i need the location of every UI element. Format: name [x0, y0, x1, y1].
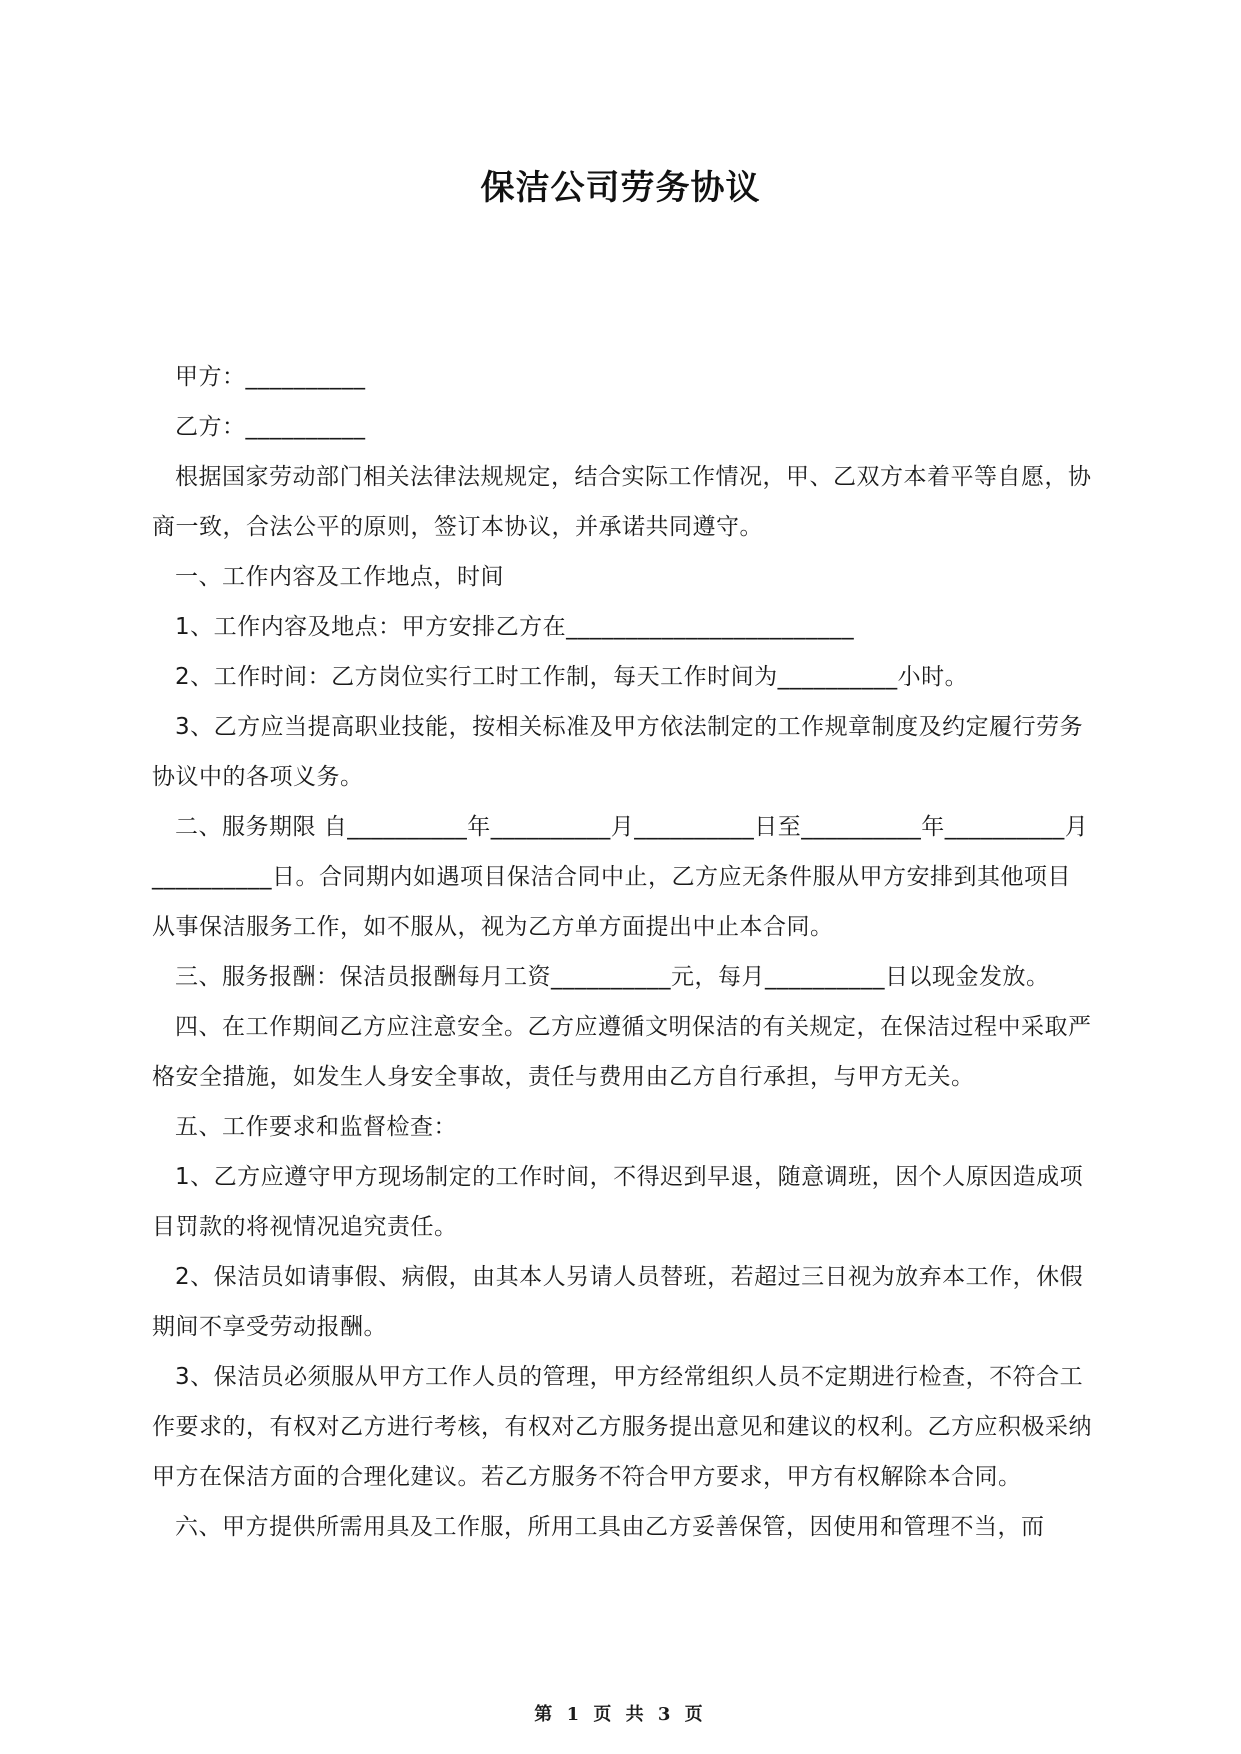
clause-1-1: 1、工作内容及地点：甲方安排乙方在________________________ [175, 614, 855, 640]
section-5-heading: 五、工作要求和监督检查： [175, 1114, 457, 1140]
party-b-line: 乙方：__________ [175, 414, 366, 440]
clause-1-3: 3、乙方应当提高职业技能，按相关标准及甲方依法制定的工作规章制度及约定履行劳务协议中的各项义务。 [152, 714, 1084, 790]
section-3-remuneration: 三、服务报酬：保洁员报酬每月工资__________元，每月__________日以现金发放。 [175, 964, 1050, 990]
section-4-safety: 四、在工作期间乙方应注意安全。乙方应遵循文明保洁的有关规定，在保洁过程中采取严格安全措施，如发生人身安全事故，责任与费用由乙方自行承担，与甲方无关。 [152, 1014, 1092, 1090]
party-a-line: 甲方：__________ [175, 364, 366, 390]
section-6-paragraph: 六、甲方提供所需用具及工作服，所用工具由乙方妥善保管，因使用和管理不当，而 [175, 1514, 1045, 1540]
page-footer: 第 1 页 共 3 页 [534, 1704, 707, 1725]
clause-5-1: 1、乙方应遵守甲方现场制定的工作时间，不得迟到早退，随意调班，因个人原因造成项目罚款的将视情况追究责任。 [152, 1164, 1084, 1240]
section-2-service-term: 二、服务期限 自__________年__________月__________日至__________年__________月__________日。合同期内如遇项目保洁合同中止，乙方应无条件服从甲方安排到其他项目从事保洁服务工作，如不服从，视为乙方单方面提出中止本合同。 [152, 814, 1089, 940]
document-body [152, 352, 1092, 1552]
clause-5-2: 2、保洁员如请事假、病假，由其本人另请人员替班，若超过三日视为放弃本工作，休假期间不享受劳动报酬。 [152, 1264, 1084, 1340]
preamble-paragraph: 根据国家劳动部门相关法律法规规定，结合实际工作情况，甲、乙双方本着平等自愿，协商一致，合法公平的原则，签订本协议，并承诺共同遵守。 [152, 464, 1092, 540]
document-title: 保洁公司劳务协议 [480, 168, 761, 208]
clause-1-2: 2、工作时间：乙方岗位实行工时工作制，每天工作时间为__________小时。 [175, 664, 969, 690]
section-1-heading: 一、工作内容及工作地点，时间 [175, 564, 504, 590]
clause-5-3: 3、保洁员必须服从甲方工作人员的管理，甲方经常组织人员不定期进行检查，不符合工作要求的，有权对乙方进行考核，有权对乙方服务提出意见和建议的权利。乙方应积极采纳甲方在保洁方面的合理化建议。若乙方服务不符合甲方要求，甲方有权解除本合同。 [152, 1364, 1092, 1490]
